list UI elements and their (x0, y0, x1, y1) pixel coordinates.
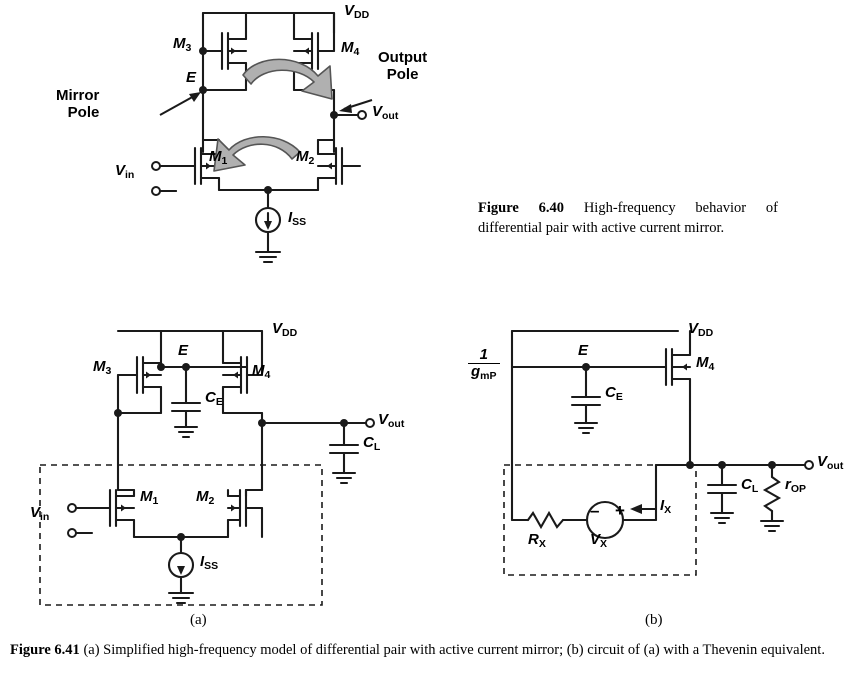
label-vout-641b: $V_{out}$ (817, 453, 844, 472)
panel-label-a: (a) (190, 612, 207, 628)
label-vx-minus: – (590, 501, 600, 520)
label-one-over-gmp: $\frac{1}{g_{mP}}$ (468, 347, 500, 380)
panel-label-b: (b) (645, 612, 663, 628)
label-vdd-640: $V_{DD}$ (344, 2, 370, 21)
label-node-e-640: E (186, 69, 197, 86)
label-mirror-pole: Mirror Pole (56, 87, 100, 121)
caption-figure-6-41 (10, 640, 855, 660)
caption-figure-6-40 (478, 198, 778, 238)
label-vout-641a: $V_{out}$ (378, 411, 405, 430)
label-ce-641b: $C_E$ (605, 384, 623, 403)
label-output-pole: Output Pole (378, 49, 428, 83)
label-m3-641a: $M_3$ (93, 358, 112, 377)
label-cl-641a: $C_L$ (363, 434, 381, 453)
label-m1-640: $M_1$ (209, 148, 228, 167)
label-vin-641a: $V_{in}$ (30, 504, 50, 523)
label-m2-641a: $M_2$ (196, 488, 215, 507)
label-m1-641a: $M_1$ (140, 488, 159, 507)
figure-6-41a-circuit (0, 305, 460, 625)
label-ce-641a: $C_E$ (205, 389, 223, 408)
label-vin-640: $V_{in}$ (115, 162, 135, 181)
label-m3-640: $M_3$ (173, 35, 192, 54)
caption-640-bold: Figure 6.40 (478, 200, 564, 216)
figure-6-41a-svg (0, 305, 460, 625)
figure-6-41b-svg (460, 305, 865, 625)
label-vx-641b: $V_X$ (590, 531, 608, 550)
label-iss-641a: $I_{SS}$ (200, 553, 219, 572)
label-rx-641b: $R_X$ (528, 531, 546, 550)
label-cl-641b: $C_L$ (741, 476, 759, 495)
label-ix-641b: $I_X$ (660, 497, 672, 516)
caption-641-text: (a) Simplified high-frequency model of differential pair with active current mirror; (b) circuit of (a) with a Thevenin equivalent. (83, 642, 825, 658)
label-node-e-641a: E (178, 342, 189, 359)
label-m4-641b: $M_4$ (696, 354, 715, 373)
figure-6-41b-circuit (460, 305, 865, 625)
label-m4-640: $M_4$ (341, 39, 360, 58)
figure-6-40-circuit (0, 0, 470, 300)
caption-641-bold: Figure 6.41 (10, 642, 80, 658)
label-iss-640: $I_{SS}$ (288, 209, 307, 228)
label-vdd-641a: $V_{DD}$ (272, 320, 298, 339)
label-vdd-641b: $V_{DD}$ (688, 320, 714, 339)
label-node-e-641b: E (578, 342, 589, 359)
label-rop-641b: $r_{OP}$ (785, 476, 807, 495)
figure-6-40-svg (0, 0, 470, 300)
label-vx-plus: + (615, 501, 625, 520)
caption-640-text: High-frequency behavior of differential pair with active current mirror. (478, 200, 779, 236)
label-m2-640: $M_2$ (296, 148, 315, 167)
label-vout-640: $V_{out}$ (372, 103, 399, 122)
label-m4-641a: $M_4$ (252, 362, 271, 381)
